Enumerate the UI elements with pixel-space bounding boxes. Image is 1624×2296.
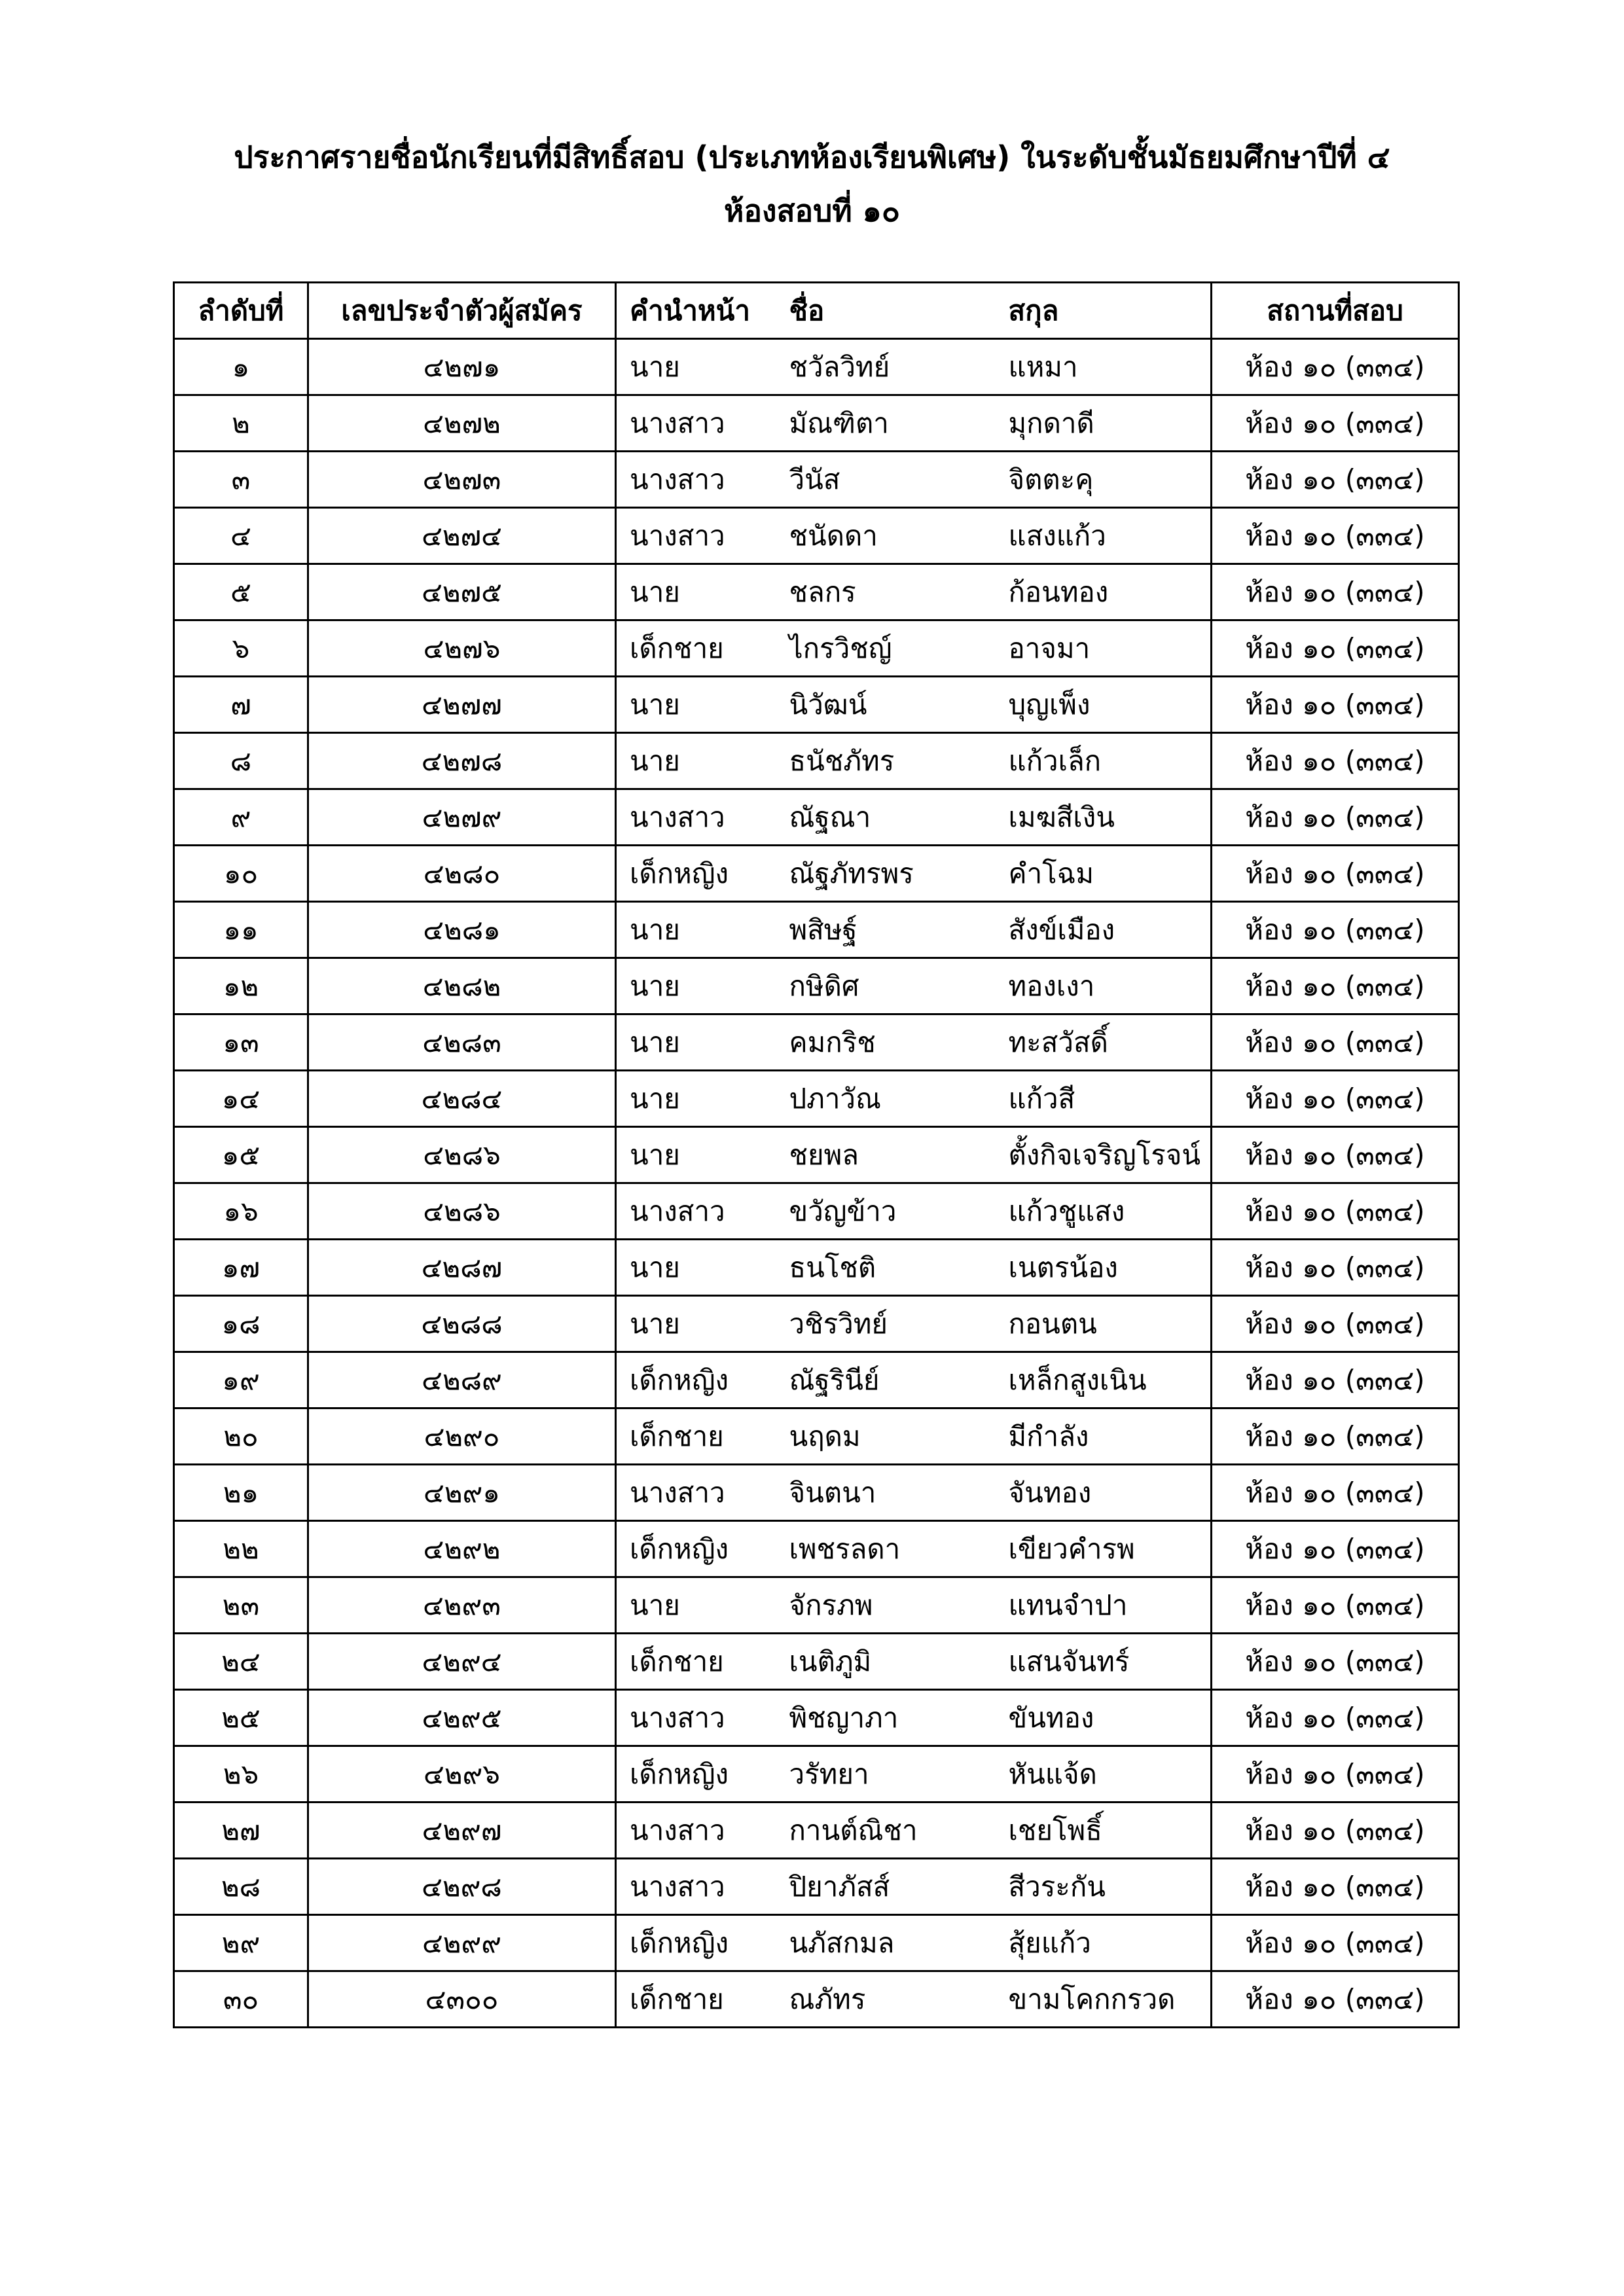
cell-surname: แก้วเล็ก <box>996 733 1212 789</box>
cell-applicant-id: ๔๒๘๖ <box>308 1127 616 1183</box>
cell-applicant-id: ๔๓๐๐ <box>308 1971 616 2028</box>
table-row <box>174 1014 1459 1071</box>
cell-surname: สุ้ยแก้ว <box>996 1915 1212 1971</box>
cell-applicant-id: ๔๒๗๑ <box>308 339 616 395</box>
table-row <box>174 1465 1459 1521</box>
cell-first-name: ณภัทร <box>776 1971 996 2028</box>
cell-applicant-id: ๔๒๘๘ <box>308 1296 616 1352</box>
cell-surname: สังข์เมือง <box>996 902 1212 958</box>
cell-first-name: วีนัส <box>776 452 996 508</box>
exam-room-subtitle: ห้องสอบที่ ๑๐ <box>724 193 900 228</box>
cell-seq: ๑๓ <box>174 1014 308 1071</box>
cell-seq: ๒๖ <box>174 1746 308 1803</box>
page-title: ประกาศรายชื่อนักเรียนที่มีสิทธิ์สอบ (ประเภทห้องเรียนพิเศษ) ในระดับชั้นมัธยมศึกษาปีที่ ๔ <box>234 139 1390 175</box>
cell-prefix: นาย <box>616 677 776 733</box>
cell-prefix: นาย <box>616 1577 776 1634</box>
cell-first-name: ไกรวิชญ์ <box>776 620 996 677</box>
cell-applicant-id: ๔๒๙๙ <box>308 1915 616 1971</box>
cell-applicant-id: ๔๒๗๙ <box>308 789 616 846</box>
cell-surname: บุญเพ็ง <box>996 677 1212 733</box>
col-header-prefix: คำนำหน้า <box>616 283 776 339</box>
cell-surname: เขียวคำรพ <box>996 1521 1212 1577</box>
table-row <box>174 564 1459 620</box>
cell-prefix: เด็กชาย <box>616 620 776 677</box>
cell-surname: สีวระกัน <box>996 1859 1212 1915</box>
cell-location: ห้อง ๑๐ (๓๓๔) <box>1212 1465 1459 1521</box>
candidate-table <box>173 281 1460 2028</box>
cell-applicant-id: ๔๒๗๕ <box>308 564 616 620</box>
col-header-first-name: ชื่อ <box>776 283 996 339</box>
cell-location: ห้อง ๑๐ (๓๓๔) <box>1212 1577 1459 1634</box>
cell-location: ห้อง ๑๐ (๓๓๔) <box>1212 1183 1459 1240</box>
cell-prefix: นางสาว <box>616 395 776 452</box>
cell-surname: เมฆสีเงิน <box>996 789 1212 846</box>
cell-first-name: ณัฐณา <box>776 789 996 846</box>
cell-first-name: ชลกร <box>776 564 996 620</box>
cell-applicant-id: ๔๒๘๖ <box>308 1183 616 1240</box>
cell-seq: ๑ <box>174 339 308 395</box>
cell-prefix: นาย <box>616 958 776 1014</box>
cell-seq: ๒๙ <box>174 1915 308 1971</box>
table-row <box>174 1240 1459 1296</box>
table-row <box>174 1859 1459 1915</box>
cell-surname: หันแจ้ด <box>996 1746 1212 1803</box>
cell-location: ห้อง ๑๐ (๓๓๔) <box>1212 1803 1459 1859</box>
cell-surname: แทนจำปา <box>996 1577 1212 1634</box>
cell-seq: ๒๔ <box>174 1634 308 1690</box>
table-row <box>174 846 1459 902</box>
cell-seq: ๒๑ <box>174 1465 308 1521</box>
cell-first-name: ธนโชติ <box>776 1240 996 1296</box>
cell-location: ห้อง ๑๐ (๓๓๔) <box>1212 1240 1459 1296</box>
cell-applicant-id: ๔๒๗๔ <box>308 508 616 564</box>
cell-prefix: นางสาว <box>616 508 776 564</box>
cell-seq: ๒๐ <box>174 1408 308 1465</box>
cell-applicant-id: ๔๒๙๓ <box>308 1577 616 1634</box>
cell-applicant-id: ๔๒๙๗ <box>308 1803 616 1859</box>
cell-location: ห้อง ๑๐ (๓๓๔) <box>1212 1352 1459 1408</box>
cell-location: ห้อง ๑๐ (๓๓๔) <box>1212 395 1459 452</box>
table-row <box>174 1803 1459 1859</box>
table-row <box>174 1521 1459 1577</box>
cell-prefix: นาย <box>616 1240 776 1296</box>
cell-prefix: เด็กชาย <box>616 1634 776 1690</box>
cell-surname: จิตตะคุ <box>996 452 1212 508</box>
cell-seq: ๕ <box>174 564 308 620</box>
cell-location: ห้อง ๑๐ (๓๓๔) <box>1212 1746 1459 1803</box>
cell-applicant-id: ๔๒๙๖ <box>308 1746 616 1803</box>
cell-location: ห้อง ๑๐ (๓๓๔) <box>1212 339 1459 395</box>
cell-applicant-id: ๔๒๗๒ <box>308 395 616 452</box>
table-row <box>174 452 1459 508</box>
cell-surname: ขามโคกกรวด <box>996 1971 1212 2028</box>
cell-first-name: มัณฑิตา <box>776 395 996 452</box>
table-row <box>174 1746 1459 1803</box>
cell-seq: ๓๐ <box>174 1971 308 2028</box>
table-row <box>174 1408 1459 1465</box>
cell-prefix: เด็กหญิง <box>616 1352 776 1408</box>
cell-prefix: นาย <box>616 902 776 958</box>
table-row <box>174 902 1459 958</box>
cell-surname: ทะสวัสดิ์ <box>996 1014 1212 1071</box>
table-row <box>174 733 1459 789</box>
cell-prefix: นางสาว <box>616 1465 776 1521</box>
cell-first-name: จักรภพ <box>776 1577 996 1634</box>
table-row <box>174 1577 1459 1634</box>
table-row <box>174 1071 1459 1127</box>
cell-surname: เชยโพธิ์ <box>996 1803 1212 1859</box>
cell-surname: เนตรน้อง <box>996 1240 1212 1296</box>
cell-prefix: เด็กหญิง <box>616 1915 776 1971</box>
col-header-seq: ลำดับที่ <box>174 283 308 339</box>
cell-seq: ๒ <box>174 395 308 452</box>
cell-seq: ๑๔ <box>174 1071 308 1127</box>
cell-seq: ๒๕ <box>174 1690 308 1746</box>
table-row <box>174 958 1459 1014</box>
cell-first-name: นิวัฒน์ <box>776 677 996 733</box>
cell-first-name: วชิรวิทย์ <box>776 1296 996 1352</box>
cell-first-name: ธนัชภัทร <box>776 733 996 789</box>
cell-first-name: ขวัญข้าว <box>776 1183 996 1240</box>
col-header-surname: สกุล <box>996 283 1212 339</box>
cell-prefix: นางสาว <box>616 1859 776 1915</box>
cell-prefix: นาย <box>616 1014 776 1071</box>
cell-seq: ๑๘ <box>174 1296 308 1352</box>
cell-location: ห้อง ๑๐ (๓๓๔) <box>1212 902 1459 958</box>
cell-first-name: ปิยาภัสส์ <box>776 1859 996 1915</box>
cell-location: ห้อง ๑๐ (๓๓๔) <box>1212 958 1459 1014</box>
cell-surname: ทองเงา <box>996 958 1212 1014</box>
table-row <box>174 1971 1459 2028</box>
cell-applicant-id: ๔๒๘๔ <box>308 1071 616 1127</box>
cell-prefix: นางสาว <box>616 1803 776 1859</box>
cell-applicant-id: ๔๒๙๘ <box>308 1859 616 1915</box>
cell-location: ห้อง ๑๐ (๓๓๔) <box>1212 1634 1459 1690</box>
cell-first-name: ชยพล <box>776 1127 996 1183</box>
table-row <box>174 677 1459 733</box>
cell-surname: กอนตน <box>996 1296 1212 1352</box>
cell-surname: ก้อนทอง <box>996 564 1212 620</box>
cell-location: ห้อง ๑๐ (๓๓๔) <box>1212 1915 1459 1971</box>
table-header-row <box>174 283 1459 339</box>
cell-seq: ๑๙ <box>174 1352 308 1408</box>
cell-prefix: เด็กชาย <box>616 1408 776 1465</box>
col-header-location: สถานที่สอบ <box>1212 283 1459 339</box>
cell-first-name: กานต์ณิชา <box>776 1803 996 1859</box>
cell-prefix: นางสาว <box>616 789 776 846</box>
cell-prefix: นาย <box>616 1071 776 1127</box>
cell-prefix: นางสาว <box>616 452 776 508</box>
cell-seq: ๑๒ <box>174 958 308 1014</box>
cell-prefix: เด็กหญิง <box>616 1746 776 1803</box>
cell-seq: ๑๑ <box>174 902 308 958</box>
cell-prefix: นางสาว <box>616 1183 776 1240</box>
cell-surname: ตั้งกิจเจริญโรจน์ <box>996 1127 1212 1183</box>
table-row <box>174 1634 1459 1690</box>
cell-applicant-id: ๔๒๗๓ <box>308 452 616 508</box>
cell-first-name: ปภาวัณ <box>776 1071 996 1127</box>
cell-applicant-id: ๔๒๘๓ <box>308 1014 616 1071</box>
cell-first-name: ณัฐภัทรพร <box>776 846 996 902</box>
cell-seq: ๗ <box>174 677 308 733</box>
cell-prefix: นางสาว <box>616 1690 776 1746</box>
cell-prefix: นาย <box>616 733 776 789</box>
cell-prefix: นาย <box>616 1127 776 1183</box>
cell-prefix: เด็กชาย <box>616 1971 776 2028</box>
table-row <box>174 339 1459 395</box>
cell-seq: ๓ <box>174 452 308 508</box>
cell-prefix: นาย <box>616 1296 776 1352</box>
cell-applicant-id: ๔๒๙๑ <box>308 1465 616 1521</box>
cell-surname: แสนจันทร์ <box>996 1634 1212 1690</box>
cell-applicant-id: ๔๒๘๐ <box>308 846 616 902</box>
cell-first-name: ณัฐรินีย์ <box>776 1352 996 1408</box>
cell-seq: ๘ <box>174 733 308 789</box>
cell-location: ห้อง ๑๐ (๓๓๔) <box>1212 677 1459 733</box>
cell-surname: คำโฉม <box>996 846 1212 902</box>
cell-applicant-id: ๔๒๗๗ <box>308 677 616 733</box>
cell-location: ห้อง ๑๐ (๓๓๔) <box>1212 789 1459 846</box>
cell-seq: ๒๒ <box>174 1521 308 1577</box>
cell-prefix: นาย <box>616 564 776 620</box>
cell-seq: ๔ <box>174 508 308 564</box>
cell-location: ห้อง ๑๐ (๓๓๔) <box>1212 1690 1459 1746</box>
cell-location: ห้อง ๑๐ (๓๓๔) <box>1212 1971 1459 2028</box>
cell-surname: เหล็กสูงเนิน <box>996 1352 1212 1408</box>
cell-first-name: พสิษฐ์ <box>776 902 996 958</box>
table-row <box>174 1127 1459 1183</box>
cell-prefix: เด็กหญิง <box>616 846 776 902</box>
cell-surname: ขันทอง <box>996 1690 1212 1746</box>
cell-surname: อาจมา <box>996 620 1212 677</box>
cell-seq: ๒๗ <box>174 1803 308 1859</box>
cell-seq: ๑๗ <box>174 1240 308 1296</box>
cell-seq: ๑๖ <box>174 1183 308 1240</box>
cell-location: ห้อง ๑๐ (๓๓๔) <box>1212 1127 1459 1183</box>
cell-surname: แหมา <box>996 339 1212 395</box>
cell-location: ห้อง ๑๐ (๓๓๔) <box>1212 1296 1459 1352</box>
cell-location: ห้อง ๑๐ (๓๓๔) <box>1212 620 1459 677</box>
cell-surname: มีกำลัง <box>996 1408 1212 1465</box>
cell-surname: แก้วชูแสง <box>996 1183 1212 1240</box>
cell-seq: ๒๓ <box>174 1577 308 1634</box>
cell-seq: ๑๕ <box>174 1127 308 1183</box>
cell-surname: มุกดาดี <box>996 395 1212 452</box>
table-row <box>174 1183 1459 1240</box>
cell-prefix: เด็กหญิง <box>616 1521 776 1577</box>
cell-applicant-id: ๔๒๙๔ <box>308 1634 616 1690</box>
table-row <box>174 1296 1459 1352</box>
cell-applicant-id: ๔๒๙๕ <box>308 1690 616 1746</box>
cell-location: ห้อง ๑๐ (๓๓๔) <box>1212 1521 1459 1577</box>
cell-location: ห้อง ๑๐ (๓๓๔) <box>1212 846 1459 902</box>
cell-applicant-id: ๔๒๗๖ <box>308 620 616 677</box>
cell-applicant-id: ๔๒๘๒ <box>308 958 616 1014</box>
cell-location: ห้อง ๑๐ (๓๓๔) <box>1212 564 1459 620</box>
table-row <box>174 395 1459 452</box>
cell-seq: ๙ <box>174 789 308 846</box>
cell-location: ห้อง ๑๐ (๓๓๔) <box>1212 1014 1459 1071</box>
cell-applicant-id: ๔๒๙๐ <box>308 1408 616 1465</box>
table-row <box>174 508 1459 564</box>
cell-first-name: คมกริช <box>776 1014 996 1071</box>
cell-first-name: พิชญาภา <box>776 1690 996 1746</box>
cell-prefix: นาย <box>616 339 776 395</box>
table-row <box>174 789 1459 846</box>
cell-first-name: ชวัลวิทย์ <box>776 339 996 395</box>
cell-location: ห้อง ๑๐ (๓๓๔) <box>1212 508 1459 564</box>
col-header-applicant-id: เลขประจำตัวผู้สมัคร <box>308 283 616 339</box>
cell-first-name: นภัสกมล <box>776 1915 996 1971</box>
cell-location: ห้อง ๑๐ (๓๓๔) <box>1212 1859 1459 1915</box>
cell-applicant-id: ๔๒๙๒ <box>308 1521 616 1577</box>
table-row <box>174 620 1459 677</box>
cell-first-name: เนติภูมิ <box>776 1634 996 1690</box>
cell-seq: ๑๐ <box>174 846 308 902</box>
cell-applicant-id: ๔๒๘๗ <box>308 1240 616 1296</box>
cell-applicant-id: ๔๒๘๙ <box>308 1352 616 1408</box>
cell-first-name: จินตนา <box>776 1465 996 1521</box>
cell-location: ห้อง ๑๐ (๓๓๔) <box>1212 1408 1459 1465</box>
table-row <box>174 1915 1459 1971</box>
cell-location: ห้อง ๑๐ (๓๓๔) <box>1212 733 1459 789</box>
cell-surname: จันทอง <box>996 1465 1212 1521</box>
cell-first-name: นฤดม <box>776 1408 996 1465</box>
table-row <box>174 1690 1459 1746</box>
cell-location: ห้อง ๑๐ (๓๓๔) <box>1212 452 1459 508</box>
cell-seq: ๖ <box>174 620 308 677</box>
cell-surname: แก้วสี <box>996 1071 1212 1127</box>
cell-seq: ๒๘ <box>174 1859 308 1915</box>
cell-surname: แสงแก้ว <box>996 508 1212 564</box>
cell-applicant-id: ๔๒๗๘ <box>308 733 616 789</box>
cell-first-name: กษิดิศ <box>776 958 996 1014</box>
cell-first-name: ชนัดดา <box>776 508 996 564</box>
cell-first-name: วรัทยา <box>776 1746 996 1803</box>
table-row <box>174 1352 1459 1408</box>
cell-first-name: เพชรลดา <box>776 1521 996 1577</box>
cell-applicant-id: ๔๒๘๑ <box>308 902 616 958</box>
cell-location: ห้อง ๑๐ (๓๓๔) <box>1212 1071 1459 1127</box>
